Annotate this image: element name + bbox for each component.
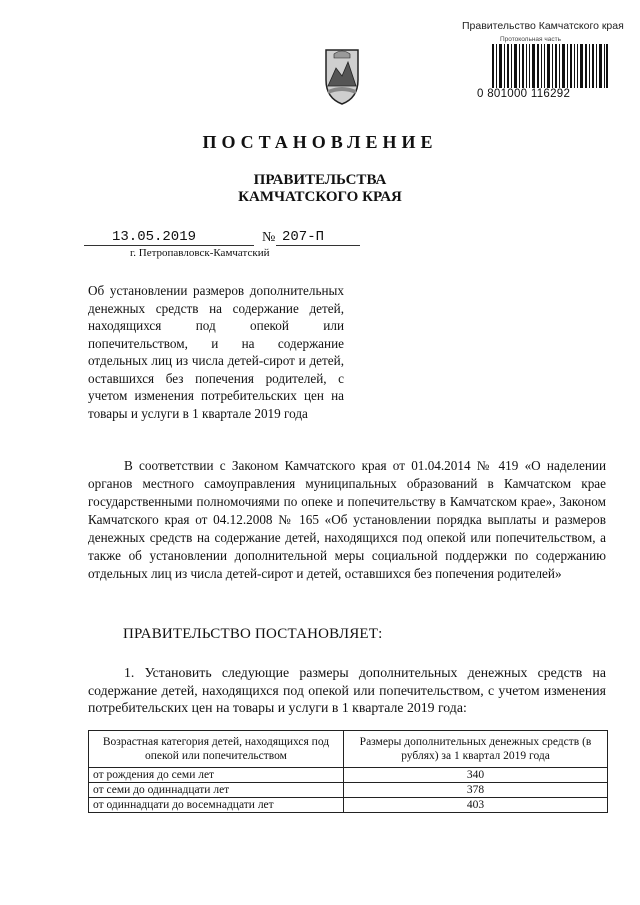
stamp-sub-label: Протокольная часть: [500, 36, 561, 43]
row-amount: 378: [344, 783, 608, 798]
header-amount: Размеры дополнительных денежных средств (в рублях) за 1 квартал 2019 года: [344, 731, 608, 768]
table-row: [89, 798, 608, 813]
number-underline: [276, 245, 360, 246]
amounts-table: [88, 730, 608, 813]
document-title: ПОСТАНОВЛЕНИЕ: [202, 132, 438, 152]
barcode-number: 0 801000 116292: [477, 88, 571, 100]
table-row: [89, 783, 608, 798]
document-subject: Об установлении размеров дополнительных денежных средств на содержание детей, находящихся под опекой или попечительством, и на содержание отдельных лиц из числа детей-сирот и детей, оставшихся без попечения родителей, с учетом изменения потребительских цен на товары и услуги в 1 квартале 2019 года: [88, 283, 344, 421]
document-number: 207-П: [282, 229, 325, 245]
date-underline: [84, 245, 254, 246]
row-amount: 403: [344, 798, 608, 813]
coat-of-arms-emblem-icon: [320, 46, 364, 106]
barcode: [492, 44, 608, 88]
issuer-line-1: ПРАВИТЕЛЬСТВА: [253, 172, 387, 188]
row-category: от одиннадцати до восемнадцати лет: [89, 798, 344, 813]
decree-heading: ПРАВИТЕЛЬСТВО ПОСТАНОВЛЯЕТ:: [123, 626, 383, 642]
header-age-category: Возрастная категория детей, находящихся под опекой или попечительством: [89, 731, 344, 768]
number-label: №: [262, 230, 276, 245]
row-category: от семи до одиннадцати лет: [89, 783, 344, 798]
stamp-org-label: Правительство Камчатского края: [462, 20, 624, 32]
issuer-line-2: КАМЧАТСКОГО КРАЯ: [238, 189, 402, 205]
document-city: г. Петропавловск-Камчатский: [130, 247, 270, 259]
table-row: [89, 768, 608, 783]
preamble-paragraph: В соответствии с Законом Камчатского края от 01.04.2014 № 419 «О наделении органов местного самоуправления муниципальных образований в Камчатском крае государственными полномочиями по опеке и попечительству в Камчатском крае», Законом Камчатского края от 04.12.2008 № 165 «Об установлении порядка выплаты и размеров денежных средств на содержание детей, находящихся под опекой или попечительством, а также об установлении дополнительной меры социальной поддержки по содержанию отдельных лиц из числа детей-сирот и детей, оставшихся без попечения родителей»: [88, 458, 606, 581]
point-1-paragraph: 1. Установить следующие размеры дополнительных денежных средств на содержание детей, находящихся под опекой или попечительством, с учетом изменения потребительских цен на товары и услуги в 1 квартале 2019 года:: [88, 665, 606, 715]
table-header-row: [89, 731, 608, 768]
row-amount: 340: [344, 768, 608, 783]
document-date: 13.05.2019: [112, 229, 197, 245]
row-category: от рождения до семи лет: [89, 768, 344, 783]
